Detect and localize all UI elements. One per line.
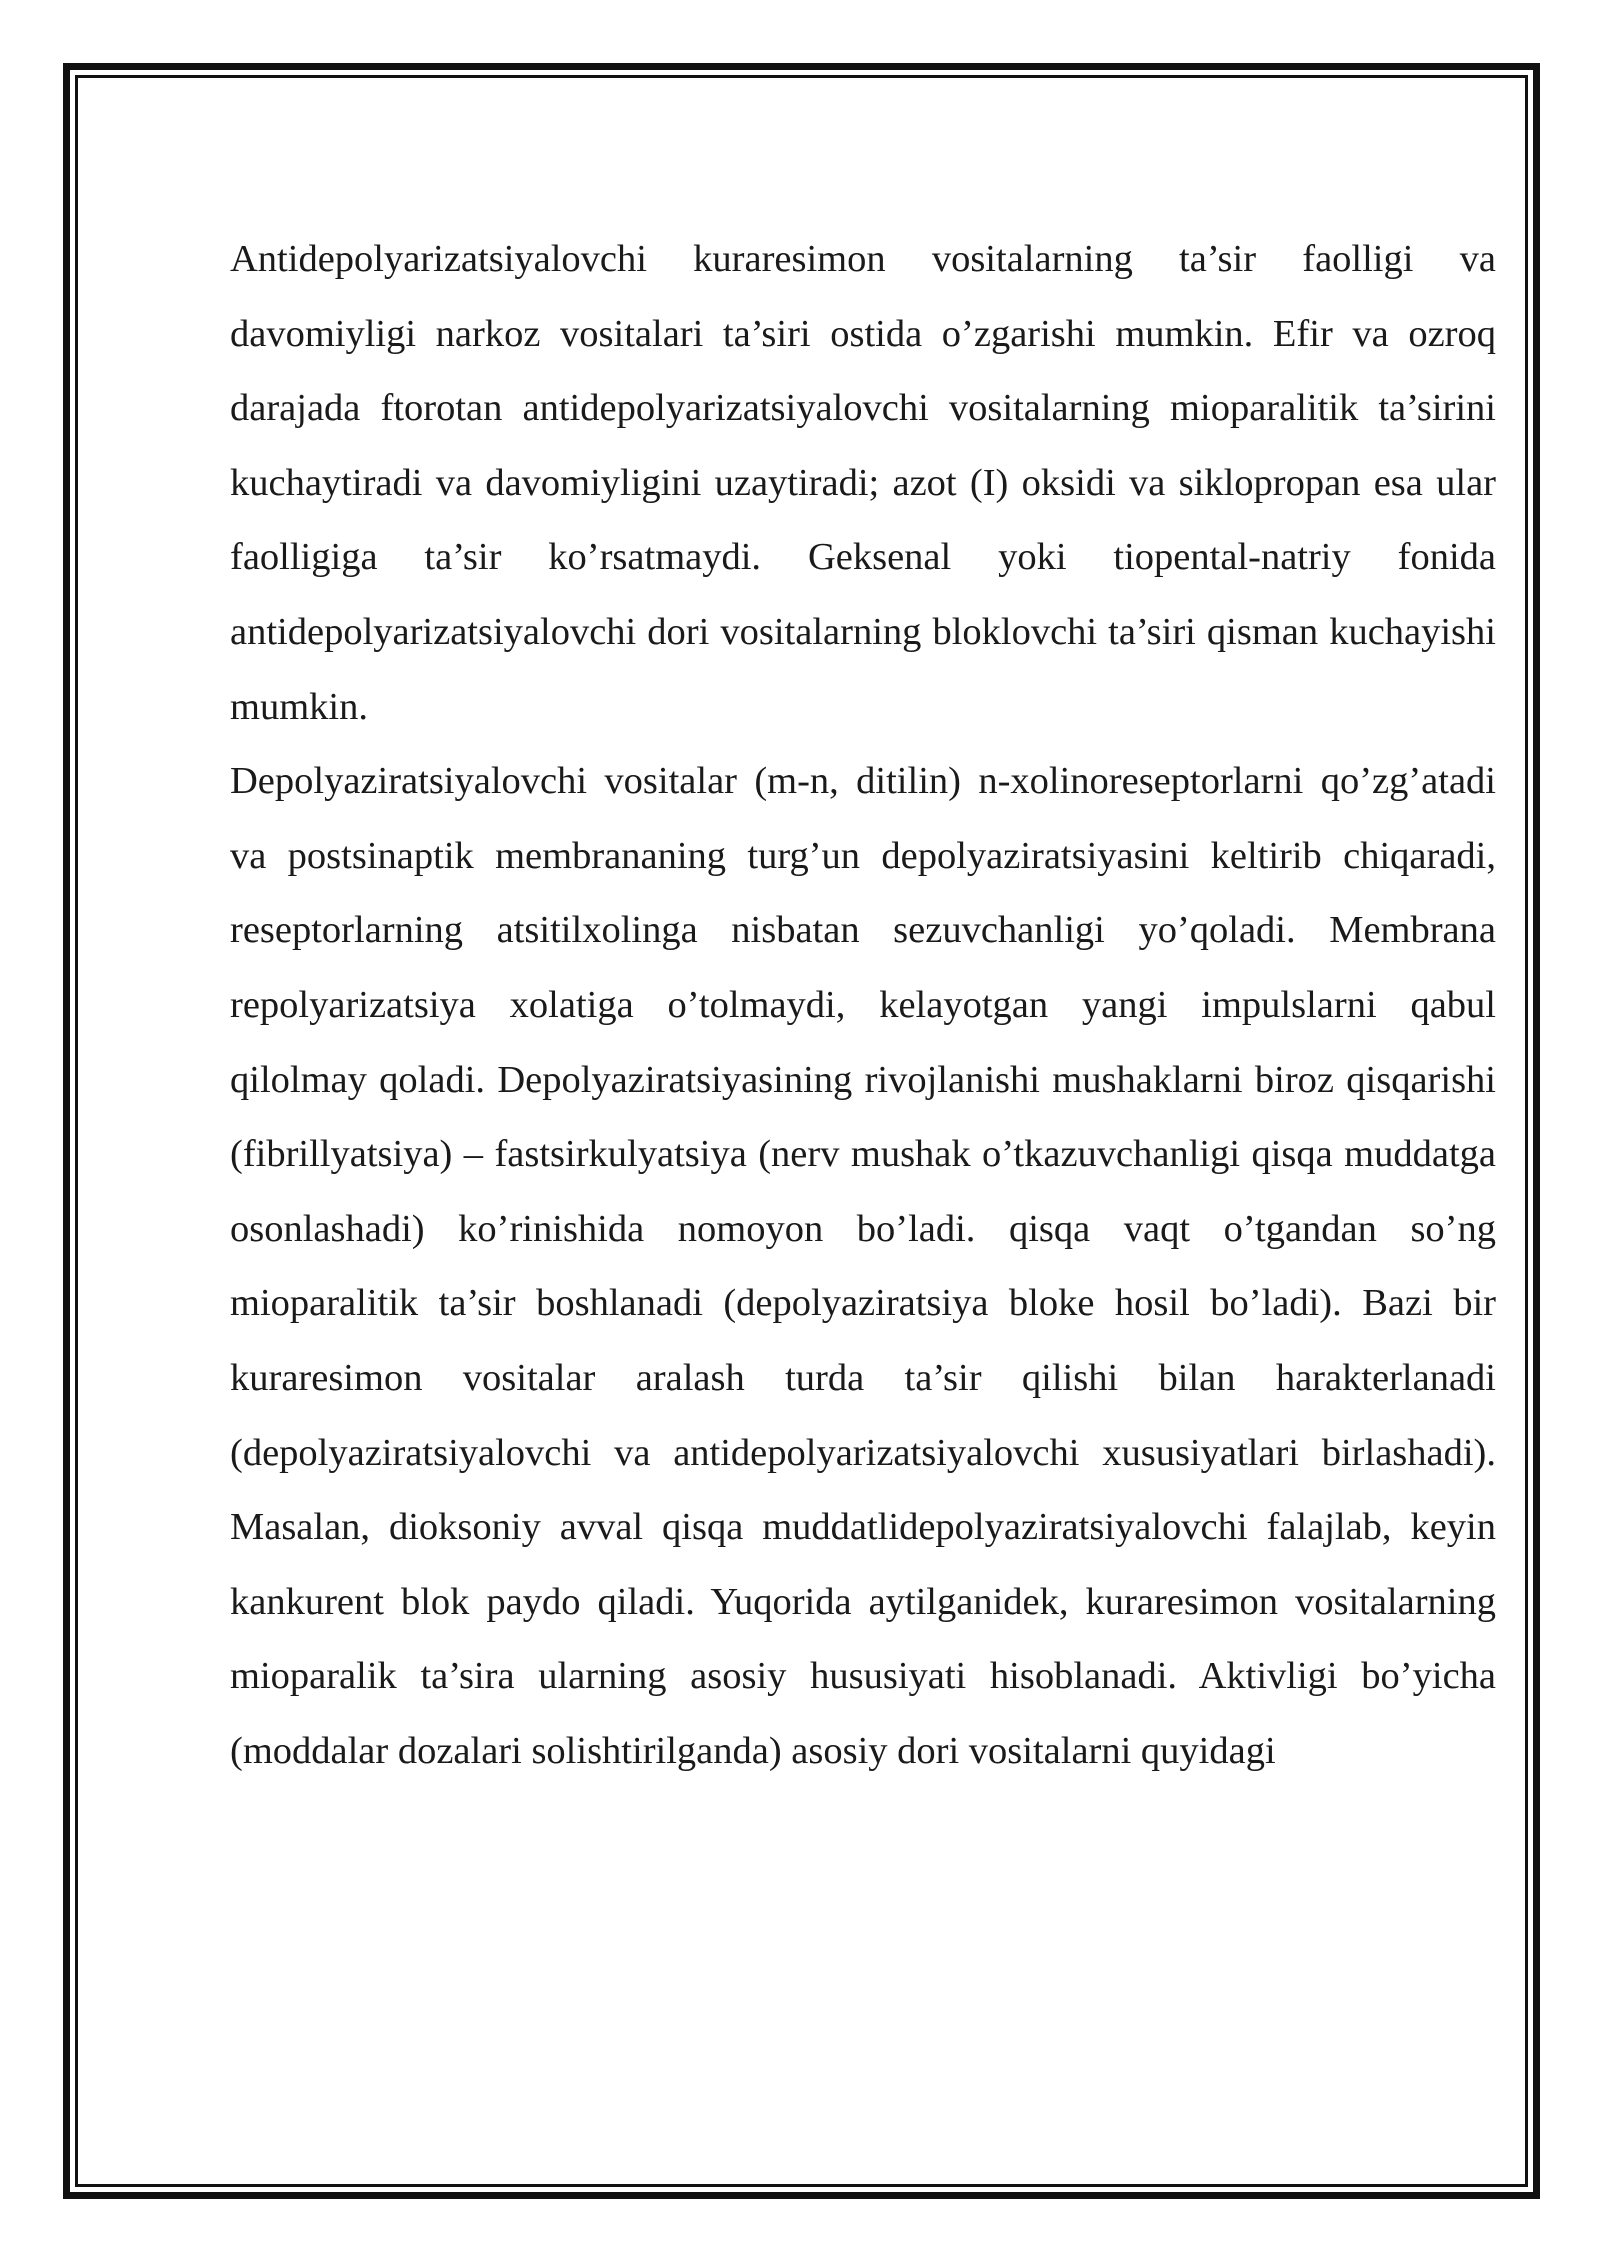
document-body xyxy=(230,222,1496,1788)
paragraph-1: Antidepolyarizatsiyalovchi kuraresimon vositalarning ta’sir faolligi va davomiyligi narkoz vositalari ta’siri ostida o’zgarishi mumkin. Efir va ozroq darajada ftorotan antidepolyarizatsiyalovchi vositalarning mioparalitik ta’sirini kuchaytiradi va davomiyligini uzaytiradi; azot (I) oksidi va siklopropan esa ular faolligiga ta’sir ko’rsatmaydi. Geksenal yoki tiopental-natriy fonida antidepolyarizatsiyalovchi dori vositalarning bloklovchi ta’siri qisman kuchayishi mumkin. xyxy=(230,238,1496,728)
paragraph-2: Depolyaziratsiyalovchi vositalar (m-n, ditilin) n-xolinoreseptorlarni qo’zg’atadi va postsinaptik membrananing turg’un depolyaziratsiyasini keltirib chiqaradi, reseptorlarning atsitilxolinga nisbatan sezuvchanligi yo’qoladi. Membrana repolyarizatsiya xolatiga o’tolmaydi, kelayotgan yangi impulslarni qabul qilolmay qoladi. Depolyaziratsiyasining rivojlanishi mushaklarni biroz qisqarishi (fibrillyatsiya) – fastsirkulyatsiya (nerv mushak o’tkazuvchanligi qisqa muddatga osonlashadi) ko’rinishida nomoyon bo’ladi. qisqa vaqt o’tgandan so’ng mioparalitik ta’sir boshlanadi (depolyaziratsiya bloke hosil bo’ladi). Bazi bir kuraresimon vositalar aralash turda ta’sir qilishi bilan harakterlanadi (depolyaziratsiyalovchi va antidepolyarizatsiyalovchi xususiyatlari birlashadi). Masalan, dioksoniy avval qisqa muddatlidepolyaziratsiyalovchi falajlab, keyin kankurent blok paydo qiladi. Yuqorida aytilganidek, kuraresimon vositalarning mioparalik ta’sira ularning asosiy hususiyati hisoblanadi. Aktivligi bo’yicha (moddalar dozalari solishtirilganda) asosiy dori vositalarni quyidagi xyxy=(230,760,1496,1772)
